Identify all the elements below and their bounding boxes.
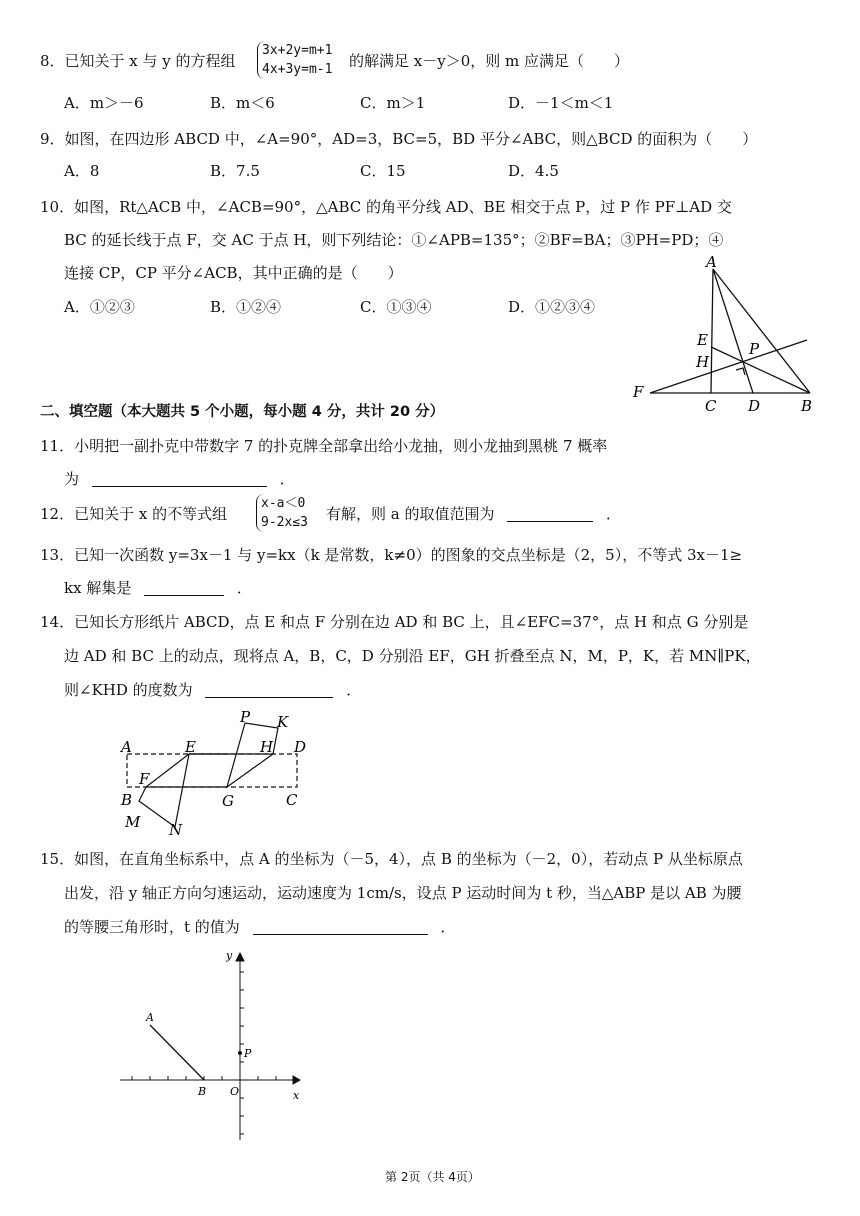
q10-triangle-figure [625,255,825,415]
q14-suffix: ． [346,681,362,699]
q14-label-c: C [286,791,298,809]
q11-prefix: 为 [64,470,80,488]
q14-prefix: 则∠KHD 的度数为 [64,681,193,699]
q14-label-m: M [125,813,141,831]
q8-option-a: A．m＞－6 [64,94,144,112]
q14-label-e: E [185,738,196,756]
q12-middle-text: 有解，则 a 的取值范围为 [326,505,495,523]
q15-suffix: ． [440,918,456,936]
q14-line-3 [64,679,361,701]
q8-prefix: 8．已知关于 x 与 y 的方程组 [40,52,236,70]
q10-label-c: C [705,397,717,415]
q10-segment-ac [711,269,713,393]
q10-segment-be [711,347,810,393]
q9-option-c: C．15 [360,162,406,180]
q13-line-1: 13．已知一次函数 y=3x－1 与 y=kx（k 是常数，k≠0）的图象的交点坐标是（2，5），不等式 3x－1≥ [40,546,743,564]
q15-line-2: 出发，沿 y 轴正方向匀速运动，运动速度为 1cm/s，设点 P 运动时间为 t 秒，当△ABP 是以 AB 为腰 [64,884,742,902]
q15-y-axis-arrow [236,953,244,961]
q15-label-p: P [244,1047,252,1060]
q11-answer-blank[interactable] [92,470,267,487]
q9-option-a: A．8 [64,162,100,180]
section-2-heading: 二、填空题（本大题共 5 个小题，每小题 4 分，共计 20 分） [40,404,445,420]
q11-line-2 [64,468,295,490]
q10-label-p: P [749,340,760,358]
q14-label-f: F [139,770,150,788]
q10-line-2: BC 的延长线于点 F，交 AC 于点 H，则下列结论：①∠APB=135°；②BF=BA；③PH=PD；④ [64,231,724,249]
q15-label-y: y [226,949,233,962]
q12-prefix: 12．已知关于 x 的不等式组 [40,505,228,523]
q9-option-b: B．7.5 [210,162,260,180]
q10-label-h: H [696,353,710,371]
q10-right-angle-mark [736,368,745,375]
q9-text: 9．如图，在四边形 ABCD 中，∠A=90°，AD=3，BC=5，BD 平分∠ABC，则△BCD 的面积为（ ） [40,130,758,148]
q15-line-3 [64,916,455,938]
q10-line-3: 连接 CP，CP 平分∠ACB，其中正确的是（ ） [64,264,403,282]
q15-segment-ab [150,1025,204,1080]
q14-folding-figure [115,706,325,838]
q8-equation-2: 4x+3y=m-1 [262,62,333,77]
q10-label-e: E [697,331,708,349]
q14-label-k: K [277,713,289,731]
q10-label-b: B [801,397,813,415]
q10-segment-fp [650,340,807,393]
q11-suffix: ． [279,470,295,488]
q13-suffix: ． [236,579,252,597]
q10-label-a: A [706,255,717,271]
q9-option-d: D．4.5 [508,162,559,180]
q14-label-d: D [294,738,307,756]
q14-folded-part-left [139,754,189,827]
q15-x-axis-arrow [293,1076,300,1084]
q12-inequality-2: 9-2x≤3 [261,515,308,530]
q14-answer-blank[interactable] [205,681,333,698]
q10-line-1: 10．如图，Rt△ACB 中，∠ACB=90°，△ABC 的角平分线 AD、BE 相交于点 P，过 P 作 PF⊥AD 交 [40,198,732,216]
q12-inequality-system [256,494,308,532]
q10-segment-ad [713,269,753,393]
q15-point-p [238,1051,242,1055]
q15-label-b: B [198,1085,207,1098]
q10-label-d: D [748,397,761,415]
q13-answer-blank[interactable] [144,579,224,596]
q12-suffix: ． [606,505,622,523]
q14-label-p: P [240,708,251,726]
q14-line-1: 14．已知长方形纸片 ABCD，点 E 和点 F 分别在边 AD 和 BC 上，且∠EFC=37°，点 H 和点 G 分别是 [40,613,749,631]
q15-prefix: 的等腰三角形时，t 的值为 [64,918,240,936]
q11-line-1: 11．小明把一副扑克中带数字 7 的扑克牌全部拿出给小龙抽，则小龙抽到黑桃 7 概率 [40,437,608,455]
q8-equation-system [257,41,332,79]
q13-line-2 [64,577,252,599]
q12-tail [326,503,621,525]
q15-label-x: x [293,1089,300,1102]
q12-answer-blank[interactable] [507,505,593,522]
q14-label-b: B [121,791,133,809]
page-footer: 第 2页（共 4页） [385,1170,480,1184]
q13-prefix: kx 解集是 [64,579,132,597]
q14-line-2: 边 AD 和 BC 上的动点，现将点 A，B，C，D 分别沿 EF，GH 折叠至点 N，M，P，K，若 MN∥PK， [64,647,761,665]
q14-label-g: G [222,792,234,810]
q15-coordinate-figure [110,945,310,1145]
q10-option-d: D．①②③④ [508,298,596,316]
q10-option-a: A．①②③ [64,298,135,316]
q10-option-b: B．①②④ [210,298,282,316]
q15-answer-blank[interactable] [253,918,428,935]
q14-label-n: N [169,821,183,838]
q10-label-f: F [633,383,644,401]
q10-segment-ab [713,269,810,393]
q8-suffix: 的解满足 x－y＞0，则 m 应满足（ ） [349,52,630,70]
q8-option-b: B．m＜6 [210,94,275,112]
q8-option-d: D．－1＜m＜1 [508,94,614,112]
q10-option-c: C．①③④ [360,298,432,316]
q12-inequality-1: x-a＜0 [261,496,306,511]
q15-line-1: 15．如图，在直角坐标系中，点 A 的坐标为（－5，4），点 B 的坐标为（－2，0），若动点 P 从坐标原点 [40,850,743,868]
q15-label-o: O [230,1085,240,1098]
q14-label-h: H [260,738,274,756]
q8-option-c: C．m＞1 [360,94,426,112]
q8-equation-1: 3x+2y=m+1 [262,43,333,58]
q15-label-a: A [146,1011,154,1024]
q14-label-a: A [121,738,132,756]
